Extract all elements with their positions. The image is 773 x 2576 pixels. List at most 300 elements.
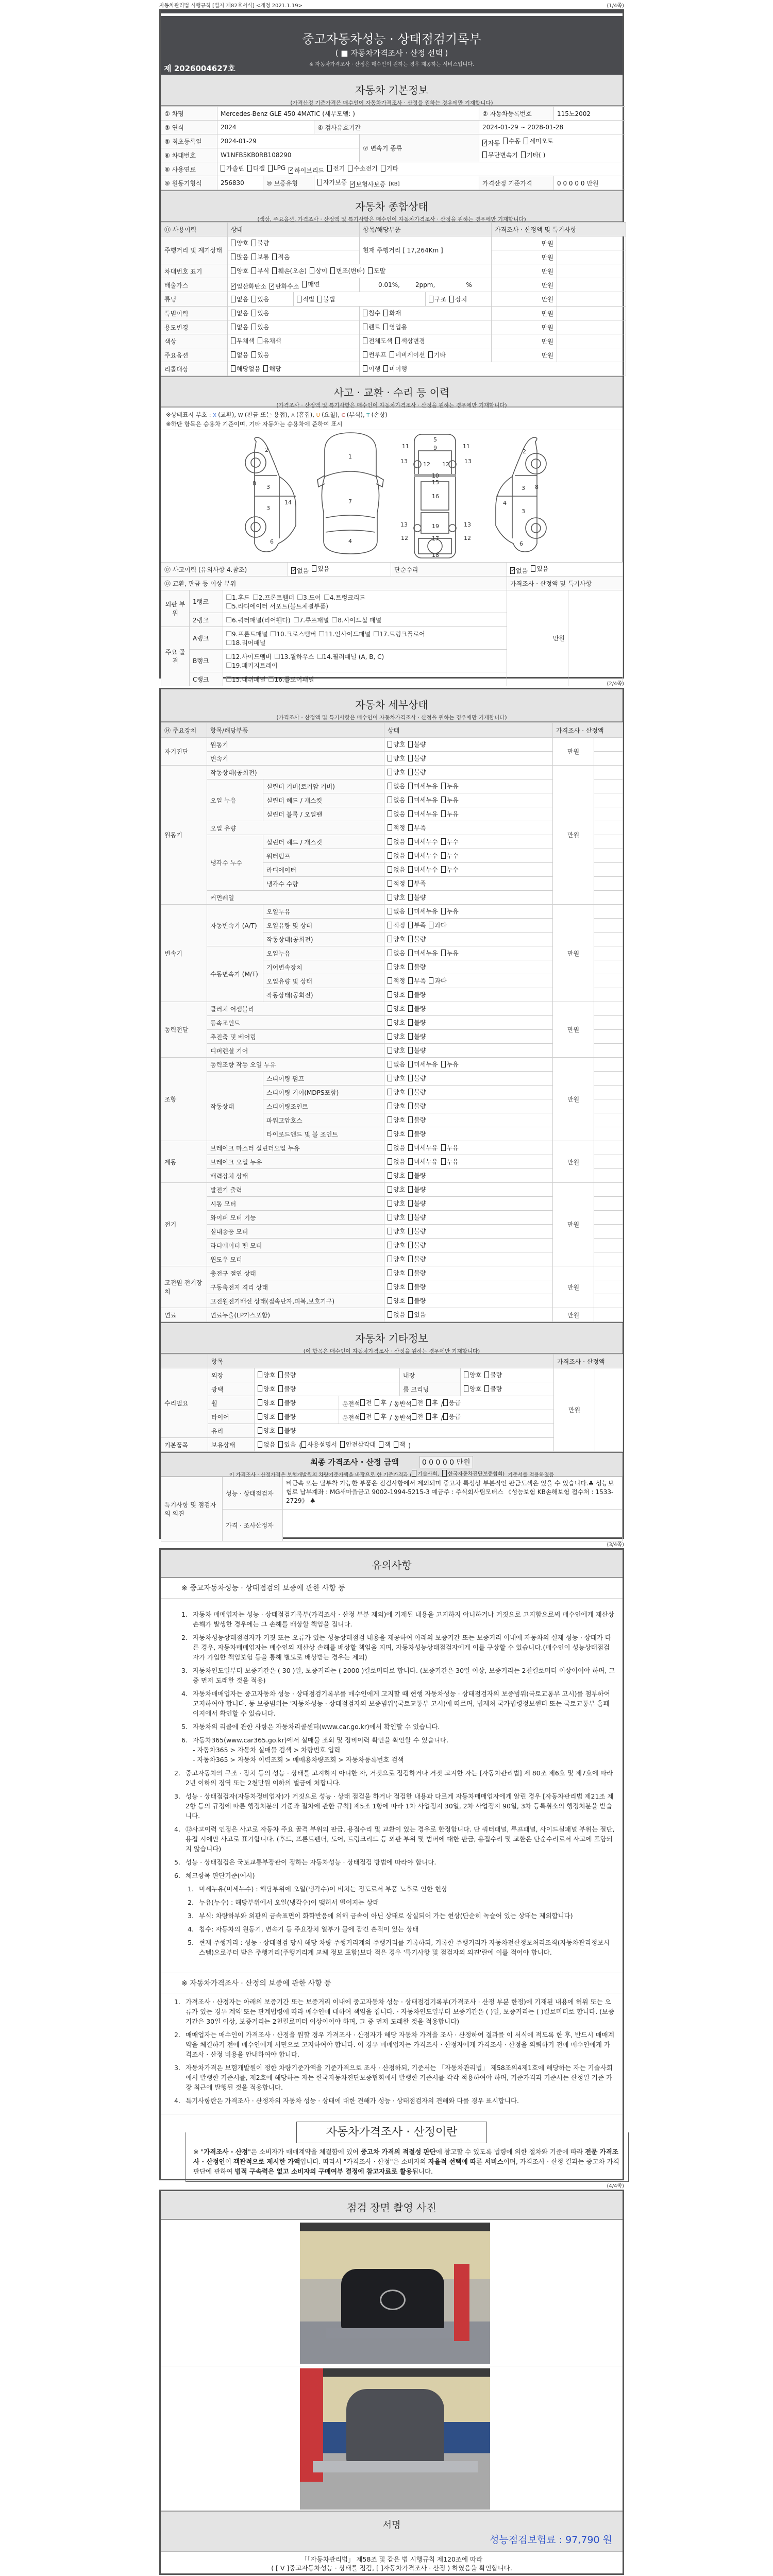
price-note[interactable] <box>557 307 626 320</box>
checkbox-icon[interactable] <box>388 894 392 901</box>
checkbox-icon[interactable] <box>231 351 236 358</box>
checkbox-option[interactable] <box>388 1296 405 1305</box>
checkbox-option[interactable] <box>408 1032 426 1041</box>
checkbox-icon[interactable] <box>388 1130 392 1137</box>
checkbox-icon[interactable] <box>441 796 446 803</box>
checkbox-icon[interactable] <box>408 769 413 775</box>
checkbox-icon[interactable] <box>408 1186 413 1193</box>
checkbox-icon[interactable] <box>319 631 324 636</box>
checkbox-option[interactable] <box>388 837 405 846</box>
checkbox-icon[interactable] <box>379 1441 383 1448</box>
checkbox-icon[interactable] <box>408 1033 413 1040</box>
checkbox-option[interactable] <box>278 1384 296 1393</box>
checkbox-option[interactable] <box>317 295 335 303</box>
checkbox-option[interactable] <box>388 1088 405 1096</box>
checkbox-icon[interactable] <box>363 310 367 316</box>
checkbox-option[interactable] <box>379 1440 391 1449</box>
checkbox-checked-icon[interactable]: ✓ <box>231 282 237 289</box>
checkbox-option[interactable] <box>408 795 438 804</box>
checkbox-icon[interactable] <box>360 1413 365 1420</box>
checkbox-option[interactable] <box>297 295 314 303</box>
checkbox-option[interactable] <box>408 1157 438 1166</box>
checkbox-icon[interactable] <box>272 267 277 274</box>
checkbox-icon[interactable] <box>388 977 392 984</box>
checkbox-option[interactable] <box>408 907 438 916</box>
checkbox-option[interactable] <box>388 935 405 943</box>
checkbox-option[interactable] <box>388 1227 405 1235</box>
checkbox-option[interactable] <box>231 295 248 303</box>
checkbox-option[interactable] <box>247 164 265 173</box>
checkbox-icon[interactable] <box>482 151 487 158</box>
checkbox-option[interactable] <box>289 166 324 175</box>
price-note[interactable] <box>557 348 626 362</box>
checkbox-icon[interactable] <box>388 852 392 859</box>
checkbox-icon[interactable] <box>381 165 385 172</box>
checkbox-icon[interactable] <box>449 296 454 302</box>
checkbox-option[interactable] <box>394 1440 406 1449</box>
checkbox-option[interactable] <box>388 1074 405 1082</box>
checkbox-option[interactable] <box>441 907 459 916</box>
checkbox-icon[interactable] <box>317 179 322 185</box>
checkbox-icon[interactable] <box>441 1061 446 1067</box>
checkbox-icon[interactable] <box>441 866 446 873</box>
price-note[interactable] <box>594 974 623 988</box>
checkbox-option[interactable] <box>388 865 405 874</box>
checkbox-icon[interactable] <box>441 852 446 859</box>
checkbox-icon[interactable] <box>412 1413 416 1420</box>
checkbox-option[interactable] <box>226 630 267 638</box>
checkbox-icon[interactable] <box>503 138 508 144</box>
checkbox-option[interactable] <box>226 661 278 670</box>
checkbox-icon[interactable] <box>408 1297 413 1304</box>
checkbox-option[interactable] <box>231 309 248 317</box>
checkbox-option[interactable] <box>412 1469 439 1477</box>
checkbox-icon[interactable] <box>363 351 367 358</box>
checkbox-icon[interactable] <box>408 1116 413 1123</box>
checkbox-icon[interactable] <box>330 267 335 274</box>
checkbox-option[interactable] <box>484 1384 502 1393</box>
checkbox-icon[interactable] <box>408 741 413 748</box>
checkbox-icon[interactable] <box>442 1470 447 1477</box>
checkbox-icon[interactable] <box>312 565 316 572</box>
checkbox-icon[interactable] <box>258 1441 262 1448</box>
price-note[interactable] <box>594 766 623 779</box>
checkbox-option[interactable] <box>231 266 248 275</box>
checkbox-icon[interactable] <box>388 936 392 942</box>
checkbox-icon[interactable] <box>408 1075 413 1081</box>
checkbox-icon[interactable] <box>226 631 231 636</box>
car-top-view[interactable] <box>317 433 383 554</box>
checkbox-icon[interactable] <box>388 838 392 845</box>
checkbox-option[interactable] <box>388 782 405 790</box>
price-note[interactable] <box>594 1252 623 1266</box>
checkbox-icon[interactable] <box>408 908 413 914</box>
checkbox-option[interactable] <box>388 768 405 776</box>
checkbox-icon[interactable] <box>278 1413 283 1420</box>
checkbox-icon[interactable] <box>388 1256 392 1262</box>
checkbox-icon[interactable] <box>221 165 225 172</box>
checkbox-option[interactable] <box>408 1074 426 1082</box>
checkbox-icon[interactable] <box>383 324 388 330</box>
checkbox-icon[interactable] <box>531 565 535 572</box>
checkbox-option[interactable] <box>429 976 446 985</box>
checkbox-icon[interactable] <box>231 324 236 330</box>
checkbox-option[interactable] <box>388 1268 405 1277</box>
checkbox-icon[interactable] <box>258 1385 262 1392</box>
checkbox-option[interactable] <box>270 282 299 291</box>
checkbox-icon[interactable] <box>441 783 446 789</box>
checkbox-option[interactable] <box>350 180 385 189</box>
checkbox-icon[interactable] <box>408 1242 413 1248</box>
checkbox-icon[interactable] <box>524 138 528 144</box>
checkbox-option[interactable] <box>441 1157 459 1166</box>
checkbox-option[interactable] <box>524 137 553 145</box>
checkbox-option[interactable] <box>426 1398 438 1407</box>
checkbox-option[interactable] <box>383 309 401 317</box>
checkbox-icon[interactable] <box>247 165 252 172</box>
checkbox-option[interactable] <box>408 1241 426 1249</box>
price-note[interactable] <box>594 835 623 849</box>
checkbox-icon[interactable] <box>408 810 413 817</box>
checkbox-option[interactable] <box>231 350 248 359</box>
checkbox-icon[interactable] <box>388 810 392 817</box>
checkbox-icon[interactable] <box>226 617 231 622</box>
checkbox-option[interactable] <box>503 137 520 145</box>
checkbox-option[interactable] <box>374 630 425 638</box>
checkbox-icon[interactable] <box>231 337 236 344</box>
price-note[interactable] <box>594 1127 623 1141</box>
checkbox-option[interactable] <box>408 879 426 888</box>
checkbox-option[interactable] <box>388 1241 405 1249</box>
checkbox-icon[interactable] <box>388 824 392 831</box>
price-note[interactable] <box>594 1058 623 1072</box>
checkbox-checked-icon[interactable]: ✓ <box>289 166 294 173</box>
car-left-side-view[interactable] <box>245 437 296 552</box>
checkbox-icon[interactable] <box>258 337 262 344</box>
checkbox-icon[interactable] <box>231 253 236 260</box>
checkbox-option[interactable] <box>231 364 260 373</box>
checkbox-icon[interactable] <box>388 1116 392 1123</box>
checkbox-option[interactable] <box>442 1469 505 1477</box>
checkbox-option[interactable] <box>408 1046 426 1055</box>
checkbox-icon[interactable] <box>226 663 231 668</box>
checkbox-option[interactable] <box>441 837 459 846</box>
checkbox-option[interactable] <box>388 1185 405 1194</box>
checkbox-option[interactable] <box>441 865 459 874</box>
checkbox-option[interactable] <box>441 1060 459 1069</box>
checkbox-option[interactable] <box>271 630 316 638</box>
checkbox-option[interactable] <box>348 164 377 173</box>
checkbox-option[interactable] <box>482 150 518 159</box>
checkbox-icon[interactable] <box>251 310 256 316</box>
checkbox-option[interactable] <box>258 1426 275 1435</box>
checkbox-icon[interactable] <box>360 1399 365 1406</box>
checkbox-option[interactable] <box>251 252 269 261</box>
checkbox-icon[interactable] <box>408 1047 413 1054</box>
checkbox-option[interactable] <box>263 364 281 373</box>
price-note[interactable] <box>594 988 623 1002</box>
checkbox-option[interactable] <box>408 1185 426 1194</box>
checkbox-icon[interactable] <box>484 1371 489 1378</box>
price-note[interactable] <box>594 1225 623 1239</box>
checkbox-option[interactable] <box>388 1282 405 1291</box>
checkbox-icon[interactable] <box>408 1130 413 1137</box>
checkbox-icon[interactable] <box>278 1441 283 1448</box>
checkbox-option[interactable] <box>278 1412 296 1421</box>
checkbox-icon[interactable] <box>374 631 379 636</box>
checkbox-option[interactable] <box>408 1213 426 1222</box>
price-note[interactable] <box>594 1169 623 1183</box>
checkbox-option[interactable] <box>340 1440 376 1449</box>
price-note[interactable] <box>594 738 623 752</box>
checkbox-option[interactable] <box>408 851 438 860</box>
checkbox-option[interactable] <box>441 1143 459 1152</box>
checkbox-icon[interactable] <box>408 866 413 873</box>
checkbox-option[interactable] <box>408 921 426 929</box>
checkbox-icon[interactable] <box>464 1385 468 1392</box>
price-note[interactable] <box>594 821 623 835</box>
price-note[interactable] <box>594 1016 623 1030</box>
checkbox-option[interactable] <box>253 593 294 602</box>
checkbox-option[interactable] <box>408 1268 426 1277</box>
checkbox-option[interactable] <box>251 350 269 359</box>
checkbox-option[interactable] <box>251 295 269 303</box>
checkbox-icon[interactable] <box>317 654 323 659</box>
checkbox-option[interactable] <box>291 566 309 575</box>
checkbox-option[interactable] <box>278 1370 296 1379</box>
price-note[interactable] <box>595 1368 623 1452</box>
checkbox-icon[interactable] <box>408 1158 413 1165</box>
checkbox-icon[interactable] <box>388 1144 392 1151</box>
checkbox-option[interactable] <box>268 675 314 684</box>
checkbox-option[interactable] <box>408 1171 426 1180</box>
checkbox-option[interactable] <box>226 652 272 661</box>
checkbox-option[interactable] <box>278 1426 296 1435</box>
checkbox-option[interactable] <box>226 593 250 602</box>
checkbox-option[interactable] <box>408 935 426 943</box>
checkbox-icon[interactable] <box>231 365 236 372</box>
checkbox-icon[interactable] <box>408 977 413 984</box>
checkbox-icon[interactable] <box>408 922 413 928</box>
checkbox-icon[interactable] <box>388 1283 392 1290</box>
price-note[interactable] <box>557 250 626 264</box>
checkbox-option[interactable] <box>388 921 405 929</box>
checkbox-icon[interactable] <box>388 783 392 789</box>
checkbox-icon[interactable] <box>408 1103 413 1109</box>
checkbox-icon[interactable] <box>258 1371 262 1378</box>
checkbox-option[interactable] <box>408 948 438 957</box>
price-note[interactable] <box>594 1044 623 1058</box>
price-note[interactable] <box>594 1030 623 1044</box>
checkbox-option[interactable] <box>388 990 405 999</box>
price-note[interactable] <box>594 793 623 807</box>
price-note[interactable] <box>594 891 623 905</box>
checkbox-icon[interactable] <box>332 617 337 622</box>
checkbox-option[interactable] <box>258 1440 275 1449</box>
checkbox-option[interactable] <box>388 1171 405 1180</box>
checkbox-icon[interactable] <box>441 838 446 845</box>
checkbox-option[interactable] <box>312 564 329 573</box>
appraiser-opinion[interactable] <box>283 1510 623 1541</box>
checkbox-option[interactable] <box>258 1398 275 1407</box>
checkbox-option[interactable] <box>484 1370 502 1379</box>
checkbox-option[interactable] <box>388 976 405 985</box>
price-note[interactable] <box>594 905 623 919</box>
checkbox-icon[interactable] <box>388 1172 392 1179</box>
checkbox-option[interactable] <box>330 266 365 275</box>
price-note[interactable] <box>594 946 623 960</box>
checkbox-icon[interactable] <box>408 1214 413 1221</box>
checkbox-option[interactable] <box>428 350 446 359</box>
checkbox-icon[interactable] <box>297 296 301 302</box>
price-note[interactable] <box>557 320 626 334</box>
checkbox-icon[interactable] <box>301 1441 306 1448</box>
price-note[interactable] <box>594 1280 623 1294</box>
price-note[interactable] <box>594 1072 623 1086</box>
checkbox-option[interactable] <box>510 566 528 575</box>
checkbox-option[interactable] <box>317 178 347 187</box>
checkbox-icon[interactable] <box>226 603 231 608</box>
checkbox-option[interactable] <box>408 1004 426 1013</box>
checkbox-option[interactable] <box>388 1018 405 1027</box>
checkbox-option[interactable] <box>275 652 314 661</box>
checkbox-icon[interactable] <box>388 963 392 970</box>
checkbox-option[interactable] <box>363 323 380 331</box>
checkbox-option[interactable] <box>408 1101 426 1110</box>
checkbox-icon[interactable] <box>408 1200 413 1207</box>
checkbox-icon[interactable] <box>388 1242 392 1248</box>
checkbox-option[interactable] <box>408 837 438 846</box>
checkbox-option[interactable] <box>231 336 255 345</box>
checkbox-option[interactable] <box>395 336 425 345</box>
checkbox-icon[interactable] <box>388 1061 392 1067</box>
checkbox-option[interactable] <box>388 1213 405 1222</box>
checkbox-icon[interactable] <box>226 640 231 645</box>
price-note[interactable] <box>594 1113 623 1127</box>
checkbox-icon[interactable] <box>408 1228 413 1234</box>
checkbox-option[interactable] <box>388 1310 405 1319</box>
checkbox-option[interactable] <box>441 809 459 818</box>
checkbox-icon[interactable] <box>251 324 256 330</box>
checkbox-option[interactable] <box>408 768 426 776</box>
checkbox-icon[interactable] <box>388 1103 392 1109</box>
checkbox-checked-icon[interactable]: ✓ <box>270 282 275 289</box>
checkbox-option[interactable] <box>388 795 405 804</box>
checkbox-option[interactable] <box>482 139 500 147</box>
checkbox-option[interactable] <box>390 350 425 359</box>
checkbox-option[interactable] <box>278 1440 296 1449</box>
checkbox-option[interactable] <box>408 823 426 832</box>
checkbox-icon[interactable] <box>429 296 433 302</box>
checkbox-option[interactable] <box>388 948 405 957</box>
checkbox-option[interactable] <box>408 865 438 874</box>
checkbox-option[interactable] <box>388 962 405 971</box>
checkbox-checked-icon[interactable]: ✓ <box>350 180 356 187</box>
checkbox-icon[interactable] <box>275 654 280 659</box>
checkbox-icon[interactable] <box>388 1019 392 1026</box>
checkbox-icon[interactable] <box>429 977 433 984</box>
checkbox-option[interactable] <box>408 740 426 749</box>
checkbox-icon[interactable] <box>388 1047 392 1054</box>
checkbox-icon[interactable] <box>394 1441 398 1448</box>
checkbox-icon[interactable] <box>388 741 392 748</box>
checkbox-option[interactable] <box>388 907 405 916</box>
checkbox-option[interactable] <box>226 638 265 647</box>
checkbox-option[interactable] <box>388 1115 405 1124</box>
checkbox-icon[interactable] <box>388 866 392 873</box>
checkbox-icon[interactable] <box>408 1269 413 1276</box>
checkbox-icon[interactable] <box>272 253 277 260</box>
checkbox-option[interactable] <box>388 1157 405 1166</box>
checkbox-icon[interactable] <box>426 1399 431 1406</box>
price-note[interactable] <box>557 292 626 307</box>
checkbox-option[interactable] <box>408 754 426 762</box>
checkbox-option[interactable] <box>408 1018 426 1027</box>
price-note[interactable] <box>594 1183 623 1197</box>
checkbox-option[interactable] <box>294 616 329 624</box>
checkbox-icon[interactable] <box>278 1427 283 1434</box>
checkbox-icon[interactable] <box>412 1399 416 1406</box>
checkbox-option[interactable] <box>388 1060 405 1069</box>
checkbox-option[interactable] <box>368 266 385 275</box>
checkbox-icon[interactable] <box>388 1311 392 1318</box>
price-note[interactable] <box>594 807 623 821</box>
price-note[interactable] <box>594 1141 623 1155</box>
checkbox-option[interactable] <box>272 266 307 275</box>
checkbox-icon[interactable] <box>251 253 256 260</box>
checkbox-icon[interactable] <box>408 894 413 901</box>
checkbox-checked-icon[interactable]: ✓ <box>511 566 516 573</box>
checkbox-icon[interactable] <box>408 936 413 942</box>
checkbox-icon[interactable] <box>388 1297 392 1304</box>
checkbox-icon[interactable] <box>226 595 231 600</box>
checkbox-option[interactable] <box>408 1282 426 1291</box>
checkbox-option[interactable] <box>408 1255 426 1263</box>
price-note[interactable] <box>594 779 623 793</box>
checkbox-icon[interactable] <box>340 1441 345 1448</box>
price-note[interactable] <box>594 1308 623 1322</box>
price-note[interactable] <box>557 236 626 250</box>
checkbox-option[interactable] <box>327 164 345 173</box>
checkbox-option[interactable] <box>408 809 438 818</box>
checkbox-option[interactable] <box>302 280 320 289</box>
checkbox-option[interactable] <box>449 295 467 303</box>
checkbox-option[interactable] <box>408 1227 426 1235</box>
checkbox-icon[interactable] <box>251 351 256 358</box>
checkbox-icon[interactable] <box>231 240 236 246</box>
checkbox-icon[interactable] <box>443 1413 448 1420</box>
checkbox-icon[interactable] <box>294 617 299 622</box>
checkbox-icon[interactable] <box>375 1413 379 1420</box>
checkbox-icon[interactable] <box>408 1311 413 1318</box>
checkbox-icon[interactable] <box>408 1089 413 1095</box>
checkbox-option[interactable] <box>231 282 266 291</box>
checkbox-option[interactable] <box>408 1115 426 1124</box>
checkbox-icon[interactable] <box>258 1413 262 1420</box>
checkbox-icon[interactable] <box>464 1371 468 1378</box>
price-note[interactable] <box>557 264 626 278</box>
checkbox-icon[interactable] <box>226 676 231 682</box>
checkbox-option[interactable] <box>226 616 291 624</box>
checkbox-option[interactable] <box>319 630 371 638</box>
checkbox-option[interactable] <box>388 1129 405 1138</box>
checkbox-option[interactable] <box>375 1398 386 1407</box>
checkbox-icon[interactable] <box>388 1214 392 1221</box>
checkbox-icon[interactable] <box>251 267 256 274</box>
checkbox-icon[interactable] <box>408 950 413 956</box>
checkbox-icon[interactable] <box>226 654 231 659</box>
checkbox-option[interactable] <box>388 1101 405 1110</box>
